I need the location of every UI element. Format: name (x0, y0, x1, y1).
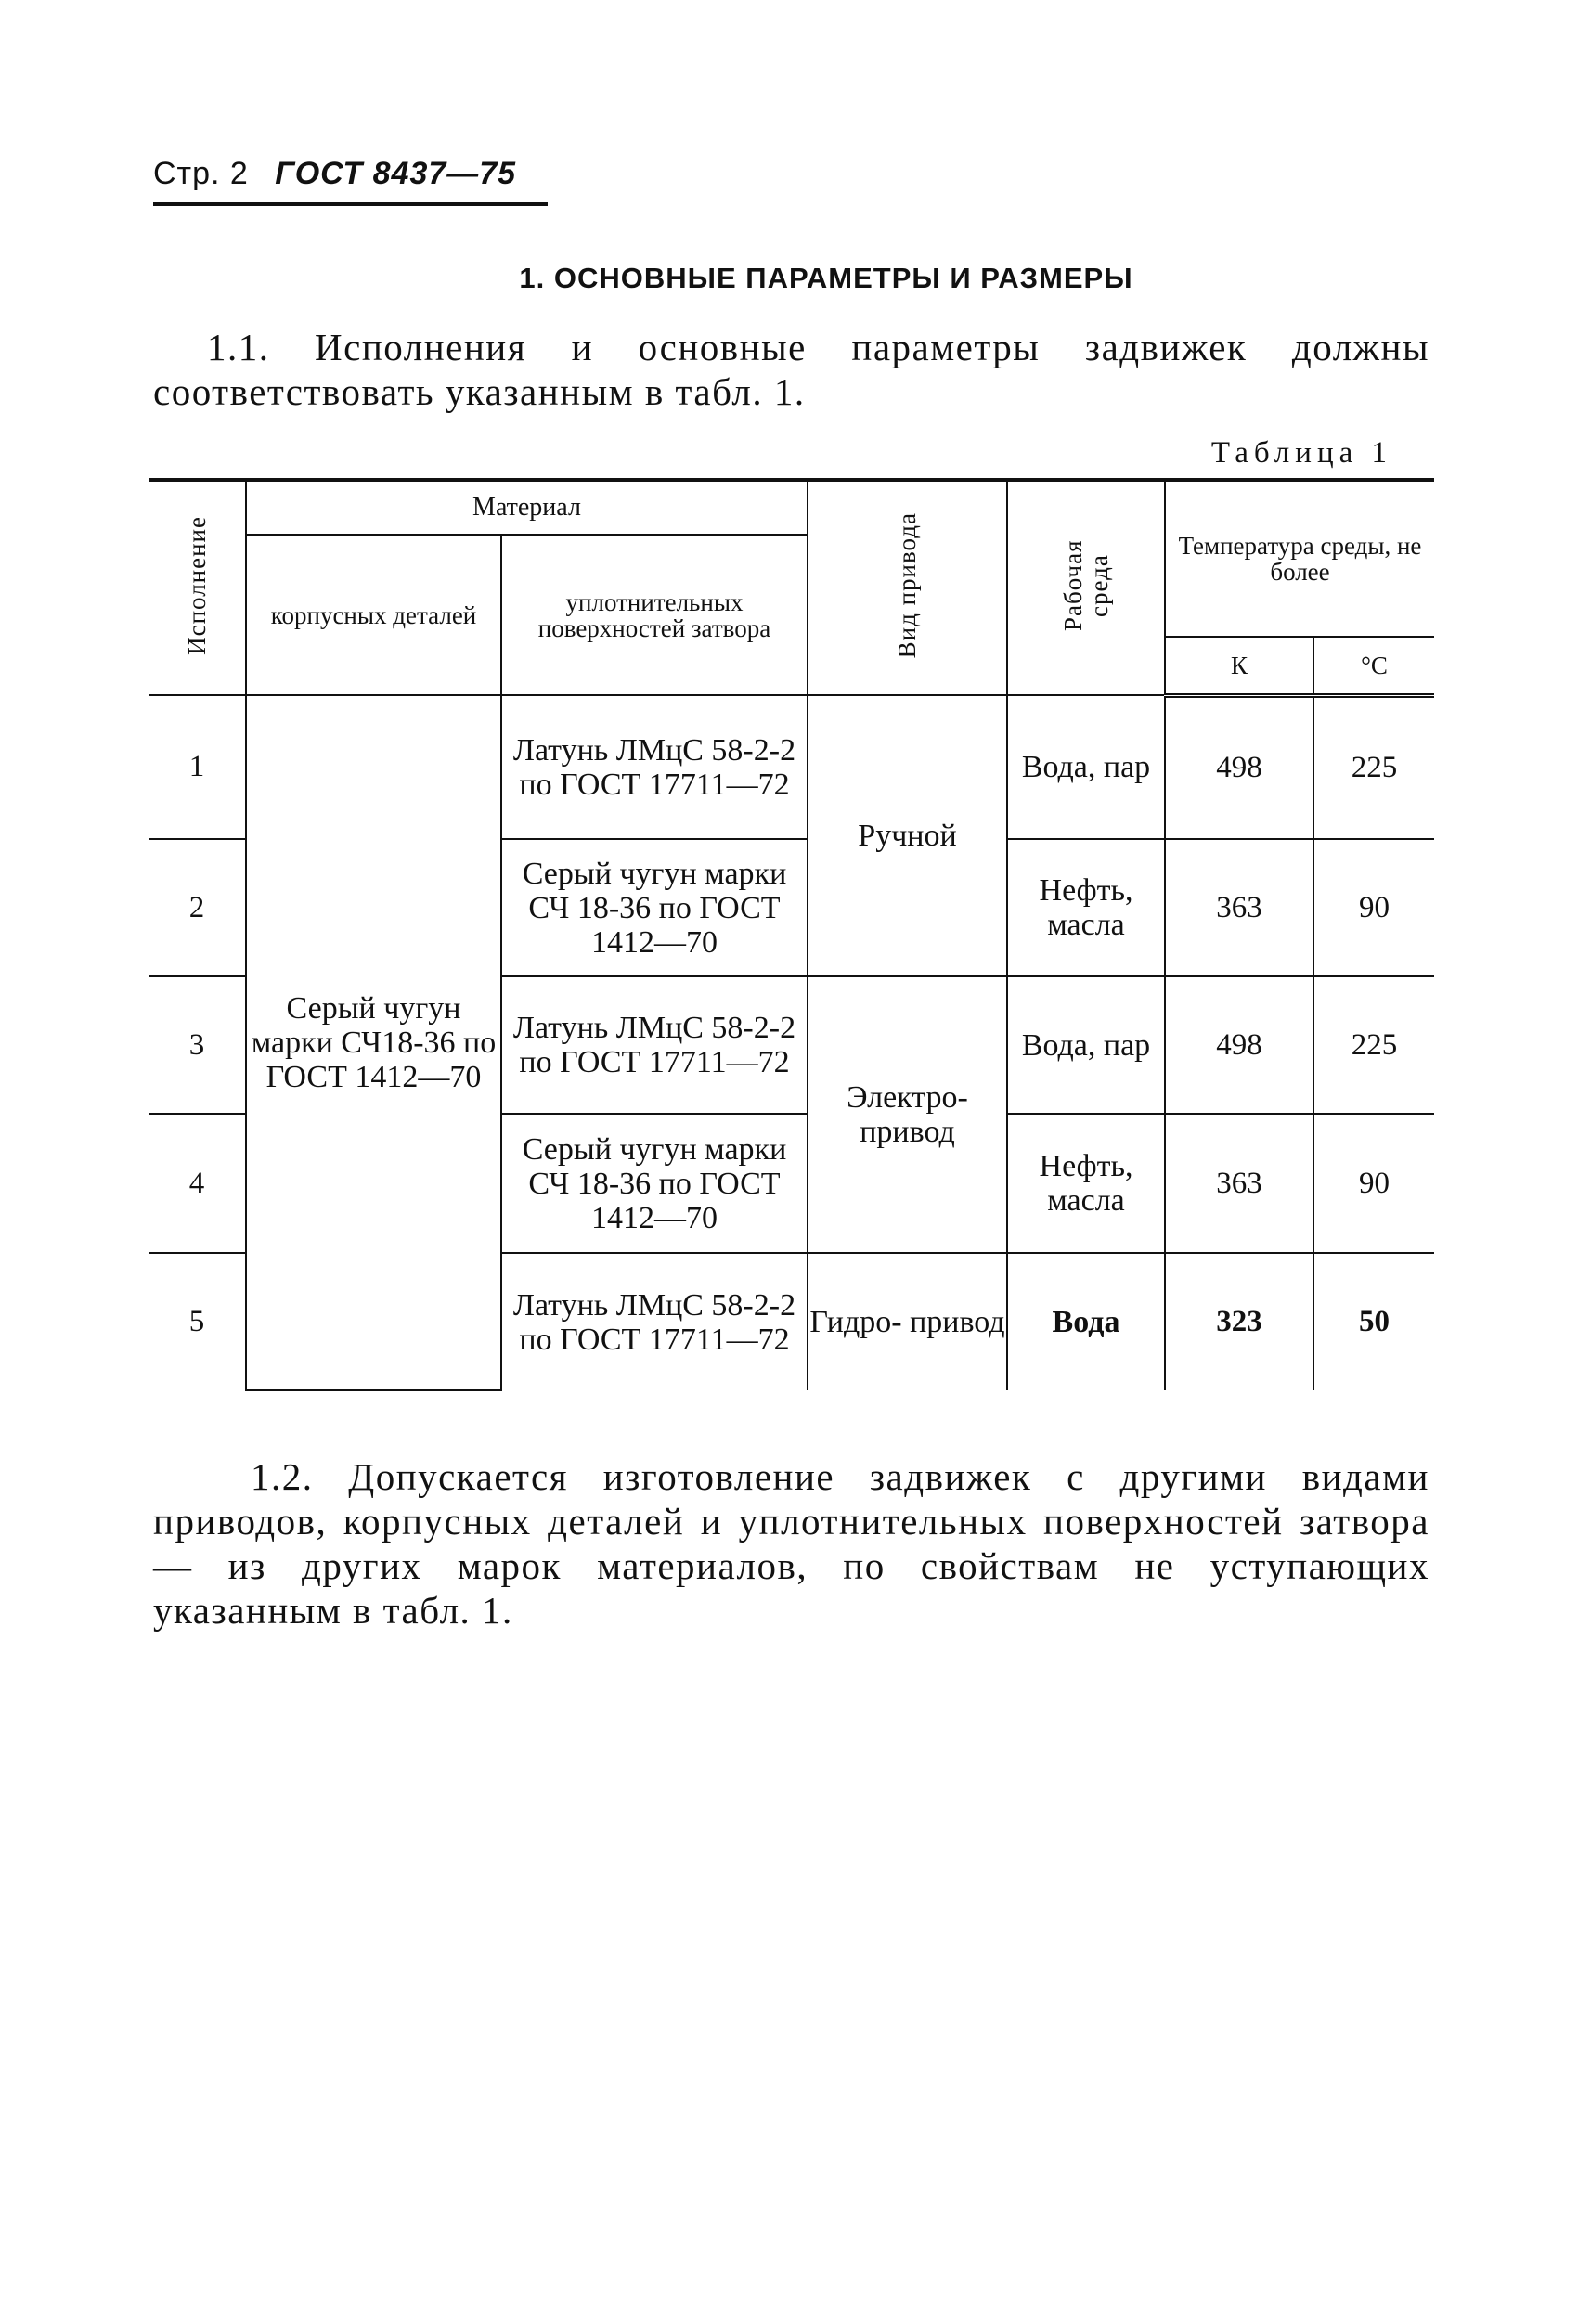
sealing-cell: Латунь ЛМцС 58-2-2 по ГОСТ 17711—72 (501, 695, 808, 839)
section-title: 1. ОСНОВНЫЕ ПАРАМЕТРЫ И РАЗМЕРЫ (519, 262, 1133, 294)
medium-cell: Вода, пар (1007, 695, 1165, 839)
sealing-cell: Латунь ЛМцС 58-2-2 по ГОСТ 17711—72 (501, 976, 808, 1114)
medium-cell: Нефть, масла (1007, 1114, 1165, 1253)
parameters-table (149, 478, 1434, 1391)
header-rule (153, 202, 548, 206)
table-container (149, 478, 1434, 1391)
celsius-cell: 90 (1313, 1114, 1434, 1253)
header-temperature: Температура среды, не более (1165, 480, 1434, 637)
kelvin-cell: 363 (1165, 1114, 1313, 1253)
header-sealing: уплотнительных поверхностей затвора (501, 535, 808, 695)
drive-electric-cell: Электро- привод (808, 976, 1007, 1253)
sealing-cell: Латунь ЛМцС 58-2-2 по ГОСТ 17711—72 (501, 1253, 808, 1390)
sealing-cell: Серый чугун марки СЧ 18-36 по ГОСТ 1412—70 (501, 1114, 808, 1253)
celsius-cell: 90 (1313, 839, 1434, 976)
header-kelvin: К (1165, 637, 1313, 695)
paragraph-1-2: 1.2. Допускается изготовление задвижек с другими видами приводов, корпусных деталей и уплотнительных поверхностей затвора — из других марок материалов, по свойствам не уступающих указанным в табл. 1. (153, 1455, 1429, 1632)
page-header (153, 156, 516, 192)
kelvin-cell: 323 (1165, 1253, 1313, 1390)
paragraph-1-1: 1.1. Исполнения и основные параметры задвижек должны соответствовать указанным в табл. 1. (153, 326, 1429, 413)
medium-cell: Вода, пар (1007, 976, 1165, 1114)
header-material: Материал (246, 480, 808, 535)
medium-cell: Нефть, масла (1007, 839, 1165, 976)
sealing-cell: Серый чугун марки СЧ 18-36 по ГОСТ 1412—70 (501, 839, 808, 976)
row-number: 4 (149, 1114, 246, 1253)
page-number: Стр. 2 (153, 156, 249, 191)
row-number: 1 (149, 695, 246, 839)
header-celsius: °С (1313, 637, 1434, 695)
celsius-cell: 225 (1313, 695, 1434, 839)
row-number: 3 (149, 976, 246, 1114)
header-drive: Вид привода (808, 480, 1007, 695)
body-material-cell: Серый чугун марки СЧ18-36 по ГОСТ 1412—70 (246, 695, 501, 1390)
table-row (149, 695, 1434, 839)
header-version: Исполнение (149, 480, 246, 695)
row-number: 5 (149, 1253, 246, 1390)
header-medium: Рабочая среда (1007, 480, 1165, 695)
kelvin-cell: 498 (1165, 976, 1313, 1114)
celsius-cell: 225 (1313, 976, 1434, 1114)
kelvin-cell: 363 (1165, 839, 1313, 976)
drive-hydraulic-cell: Гидро- привод (808, 1253, 1007, 1390)
table-caption: Таблица 1 (1210, 436, 1392, 470)
celsius-cell: 50 (1313, 1253, 1434, 1390)
drive-manual-cell: Ручной (808, 695, 1007, 976)
kelvin-cell: 498 (1165, 695, 1313, 839)
medium-cell: Вода (1007, 1253, 1165, 1390)
header-body-parts: корпусных деталей (246, 535, 501, 695)
row-number: 2 (149, 839, 246, 976)
standard-number: ГОСТ 8437—75 (275, 156, 517, 191)
